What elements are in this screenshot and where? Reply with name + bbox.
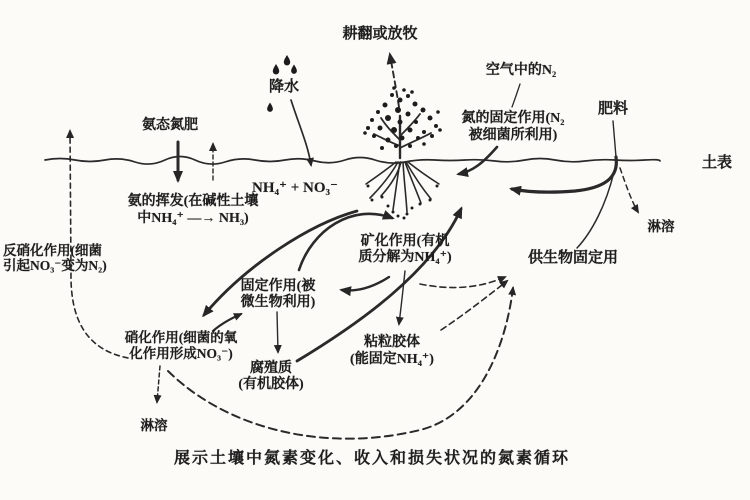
nh4-no3-pool-label: NH₄⁺ + NO₃⁻ xyxy=(252,180,338,196)
air-n2-connector xyxy=(512,84,520,107)
ammonia-fertilizer-label: 氨态氮肥 xyxy=(142,118,198,133)
leaching-bottom-label: 淋溶 xyxy=(140,418,168,433)
denitrification-label: 反硝化作用(细菌 引起NO₃⁻变为N₂) xyxy=(3,243,107,273)
fertilizer-line xyxy=(613,121,616,157)
clay-to-biofix-dashed xyxy=(441,281,507,330)
bio-fixation-label: 供生物固定用 xyxy=(527,250,619,266)
nitrification-up-arrow xyxy=(213,314,241,331)
n-fixation-label: 氮的固定作用(N₂ 被细菌所利用) xyxy=(461,111,565,143)
mineralization-to-biofix-dashed xyxy=(420,277,505,288)
bottom-biofix-dashed-arc xyxy=(168,288,513,439)
fertilizer-soil-arrow xyxy=(512,157,616,192)
leaching-bottom-arrow xyxy=(157,366,160,402)
rain-label: 降水 xyxy=(268,79,300,95)
clay-colloid-label: 粘粒胶体 (能固定NH₄⁺) xyxy=(350,335,434,367)
air-n2-label: 空气中的N₂ xyxy=(485,63,557,78)
humus-label: 腐殖质 (有机胶体) xyxy=(238,361,304,392)
mineralization-label: 矿化作用(有机 质分解为NH₄⁺) xyxy=(358,234,452,265)
volatilization-label: 氨的挥发(在碱性土壤 中NH₄⁺ —→ NH₃) xyxy=(127,194,259,226)
plant-foliage xyxy=(363,86,442,219)
fertilizer-label: 肥料 xyxy=(597,101,629,117)
bio-fixation-connector xyxy=(577,172,614,248)
plant-illustration xyxy=(366,114,439,212)
fixation-to-humus-line xyxy=(277,312,278,352)
soil-surface-line xyxy=(45,157,660,165)
leaching-right-arrow xyxy=(620,168,638,212)
rain-arrow xyxy=(291,100,311,165)
mineralization-to-clay-line xyxy=(399,271,405,324)
soil-surface-label: 土表 xyxy=(701,155,733,171)
figure-caption: 展示土壤中氮素变化、收入和损失状况的氮素循环 xyxy=(173,450,571,467)
plow-grazing-label: 耕翻或放牧 xyxy=(342,26,418,42)
fixation-label: 固定作用(被 微生物利用) xyxy=(240,279,316,310)
mineralization-to-fixation-arrow xyxy=(342,277,389,290)
leaching-right-label: 淋溶 xyxy=(647,219,675,234)
nitrification-label: 硝化作用(细菌的氧 化作用形成NO₃⁻) xyxy=(124,330,238,361)
